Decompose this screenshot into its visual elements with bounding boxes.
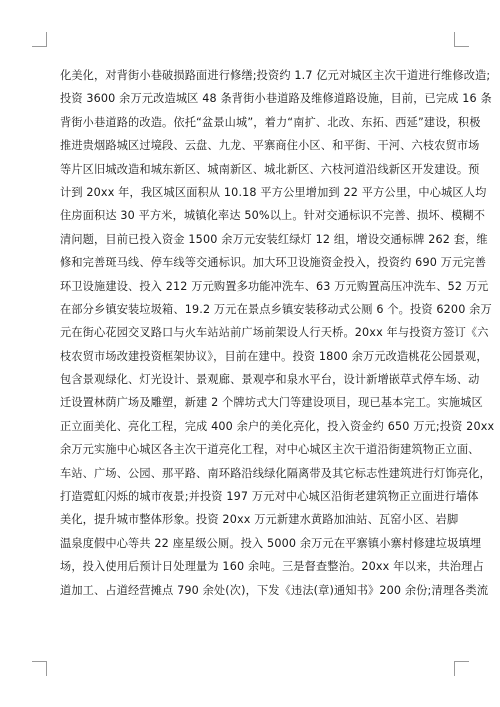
text-line: 化美化，对背街小巷破损路面进行修缮;投资约 1.7 亿元对城区主次干道进行维修改造; bbox=[60, 69, 491, 82]
text-line: 迁设置林荫广场及雕塑，新建 2 个牌坊式大门等建设项目，现已基本完工。实施城区 bbox=[60, 396, 483, 410]
text-line: 环卫设施建设、投入 212 万元购置多功能冲洗车、63 万元购置高压冲洗车、52 万元 bbox=[60, 279, 489, 293]
text-line: 包含景观绿化、灯光设计、景观廊、景观亭和泉水平台，设计新增嵌草式停车场、动 bbox=[60, 373, 480, 387]
crop-mark-top-left bbox=[32, 32, 47, 47]
text-line: 等片区旧城改造和城东新区、城南新区、城北新区、六枝河道沿线新区开发建设。预 bbox=[60, 162, 480, 176]
text-line: 推进贵烟路城区过境段、云盘、九龙、平寨商住小区、和平街、干河、六枝农贸市场 bbox=[60, 139, 480, 153]
text-line: 正立面美化、亮化工程，完成 400 余户的美化亮化，投入资金约 650 万元;投资 20xx bbox=[60, 419, 495, 433]
crop-mark-bottom-right bbox=[454, 661, 469, 676]
text-line: 清问题，目前已投入资金 1500 余万元安装红绿灯 12 组，增设交通标牌 262 套，维 bbox=[60, 232, 488, 246]
text-line: 打造霓虹闪烁的城市夜景;并投资 197 万元对中心城区沿街老建筑物正立面进行墙体 bbox=[60, 490, 479, 504]
text-line: 美化，提升城市整体形象。投资 20xx 万元新建水黄路加油站、瓦窑小区、岩脚 bbox=[60, 513, 459, 527]
text-line: 在部分乡镇安装垃圾箱、19.2 万元在景点乡镇安装移动式公厕 6 个。投资 6200 余万 bbox=[60, 302, 492, 316]
text-line: 背街小巷道路的改造。依托“盆景山城”，着力“南扩、北改、东拓、西延”建设，积极 bbox=[60, 115, 481, 129]
crop-mark-bottom-left bbox=[32, 661, 47, 676]
text-line: 投资 3600 余万元改造城区 48 条背街小巷道路及维修道路设施，目前，已完成 16 条 bbox=[60, 92, 492, 106]
text-line: 修和完善斑马线、停车线等交通标识。加大环卫设施资金投入，投资约 690 万元完善 bbox=[60, 256, 487, 270]
text-line: 温泉度假中心等共 22 座星级公厕。投入 5000 余万元在平寨镇小寨村修建垃圾填埋 bbox=[60, 536, 482, 550]
text-line: 住房面积达 30 平方米，城镇化率达 50%以上。针对交通标识不完善、损坏、模糊不 bbox=[60, 209, 486, 223]
text-line: 元在街心花园交叉路口与火车站站前广场前架设人行天桥。20xx 年与投资方签订《六 bbox=[60, 326, 489, 340]
text-line: 车站、广场、公园、那平路、南环路沿线绿化隔离带及其它标志性建筑进行灯饰亮化， bbox=[60, 466, 491, 480]
text-line: 余万元实施中心城区各主次干道亮化工程，对中心城区主次干道沿街建筑物正立面、 bbox=[60, 443, 480, 457]
text-line: 计到 20xx 年，我区城区面积从 10.18 平方公里增加到 22 平方公里，中心城区人均 bbox=[60, 185, 487, 199]
text-line: 场，投入使用后预计日处理量为 160 余吨。三是督查整治。20xx 年以来，共治理占 bbox=[60, 560, 484, 574]
text-line: 道加工、占道经营摊点 790 余处(次)，下发《违法(章)通知书》200 余份;清理各类流 bbox=[60, 583, 489, 597]
text-line: 枝农贸市场改建投资框架协议》，目前在建中。投资 1800 余万元改造桃花公园景观， bbox=[60, 349, 488, 363]
body-paragraph bbox=[60, 64, 495, 602]
crop-mark-top-right bbox=[454, 32, 469, 47]
